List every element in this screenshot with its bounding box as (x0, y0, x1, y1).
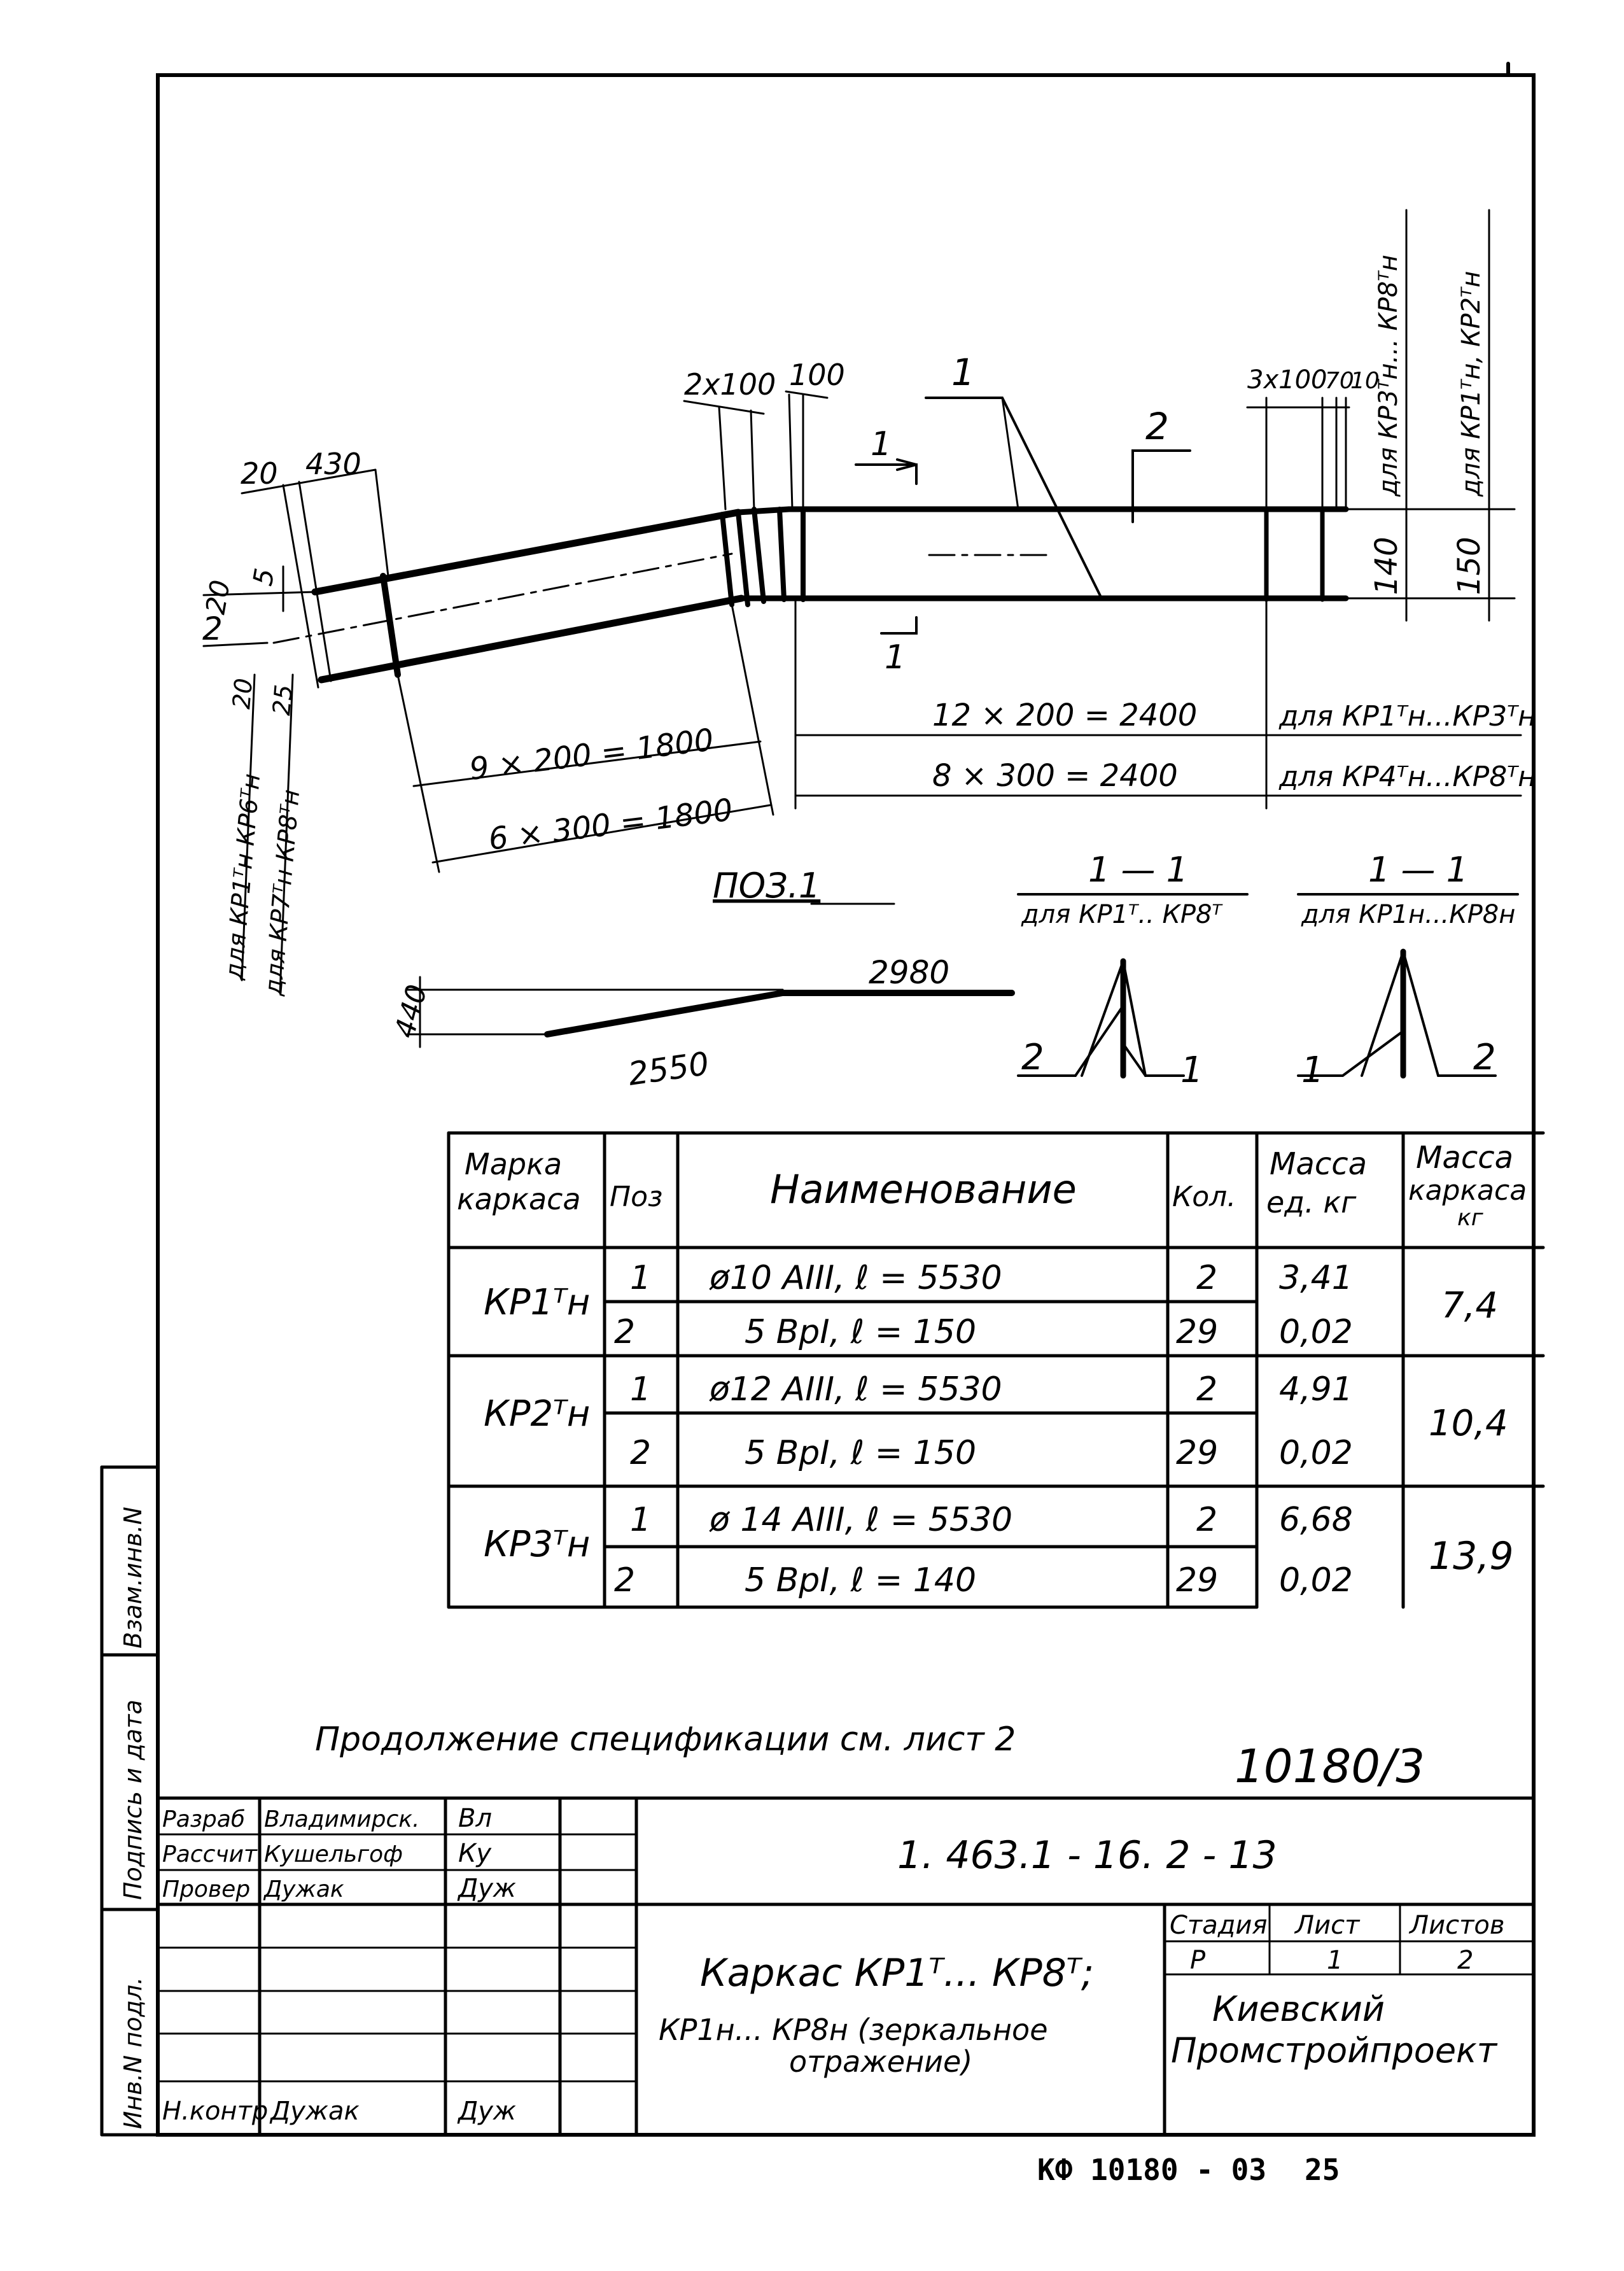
dim-100: 100 (789, 358, 845, 392)
dim-140: 140 (1369, 537, 1404, 595)
g1r1-name: ø10 АIII, ℓ = 5530 (710, 1259, 1002, 1297)
g2r2-qty: 29 (1176, 1434, 1219, 1472)
group2-mark: КР2ᵀн (484, 1393, 591, 1435)
sheet-number: 10180/3 (1235, 1740, 1425, 1793)
hdr-frame-mass-3: кг (1457, 1205, 1483, 1231)
g3-total: 13,9 (1429, 1534, 1514, 1578)
dim-2550: 2550 (626, 1044, 711, 1093)
g1-total: 7,4 (1441, 1285, 1499, 1326)
frame-drawing (204, 210, 1521, 993)
label-for-kp4-kp8: для КР4ᵀн...КР8ᵀн (1279, 761, 1536, 793)
hdr-unit-mass-2: ед. кг (1266, 1185, 1357, 1220)
group3-mark: КР3ᵀн (484, 1524, 591, 1565)
g3r2-mass: 0,02 (1279, 1561, 1353, 1600)
section-b-label-2: 2 (1473, 1037, 1496, 1078)
tb-sign-2: Ку (458, 1839, 492, 1868)
tb-role-1: Разраб (162, 1806, 246, 1832)
label-left-kp7-kp8: для КР7ᵀн КР8ᵀн (259, 788, 305, 997)
g1r1-mass: 3,41 (1279, 1259, 1353, 1297)
g3r1-pos: 1 (630, 1501, 652, 1539)
label-for-kp1-kp3: для КР1ᵀн...КР3ᵀн (1279, 700, 1536, 733)
tb-sheets: 2 (1457, 1946, 1474, 1975)
tb-name-line3: отражение) (789, 2044, 973, 2079)
g3r2-name: 5 ВрI, ℓ = 140 (745, 1561, 977, 1600)
tb-name-2: Кушельгоф (264, 1841, 403, 1867)
dim-430: 430 (305, 447, 361, 481)
tb-name-1: Владимирск. (264, 1806, 420, 1832)
g2r1-pos: 1 (630, 1370, 652, 1409)
dim-3x100: 3x100 (1247, 365, 1327, 395)
label-left-kp1-kp6: для КР1ᵀн КР6ᵀн (220, 772, 266, 981)
hdr-pos: Поз (610, 1181, 663, 1213)
tb-stage: Р (1190, 1946, 1206, 1975)
tb-name-line2: КР1н... КР8н (зеркальное (659, 2013, 1048, 2047)
dim-20-top: 20 (241, 456, 278, 491)
label-2-left: 2 (202, 610, 223, 647)
tb-role-3: Провер (162, 1876, 251, 1902)
tb-org-line2: Промстройпроект (1171, 2030, 1497, 2071)
continuation-note: Продолжение спецификации см. лист 2 (315, 1720, 1016, 1759)
tb-name-3: Дужак (264, 1876, 344, 1902)
dim-kp1-kp2: для КР1ᵀн, КР2ᵀн (1457, 271, 1486, 496)
section-a-title: 1 — 1 (1088, 850, 1189, 890)
dim-6x300: 6 × 300 = 1800 (486, 792, 735, 857)
g1r1-qty: 2 (1196, 1259, 1218, 1297)
g3r1-qty: 2 (1196, 1501, 1218, 1539)
tb-sheet: 1 (1327, 1946, 1343, 1975)
dim-9x200: 9 × 200 = 1800 (467, 722, 716, 787)
dim-440: 440 (388, 981, 434, 1042)
section-mark-top: 1 (871, 425, 892, 463)
dim-10: 10 (1350, 368, 1380, 394)
group1-mark: КР1ᵀн (484, 1282, 591, 1323)
tb-name-7: Дужак (270, 2097, 360, 2126)
pos-1-label: 1 (951, 351, 975, 394)
g2r1-name: ø12 АIII, ℓ = 5530 (710, 1370, 1002, 1409)
tb-sign-3: Дуж (458, 1874, 516, 1903)
g2r1-mass: 4,91 (1279, 1370, 1353, 1409)
footer-page: 25 (1305, 2153, 1340, 2187)
pos-2-label: 2 (1145, 405, 1169, 448)
tb-sheet-label: Лист (1295, 1911, 1360, 1940)
g1r1-pos: 1 (630, 1259, 652, 1297)
dim-left-25: 25 (267, 683, 298, 717)
pos1-title: ПОЗ.1 (713, 866, 821, 906)
dim-2x100: 2x100 (684, 367, 776, 402)
g1r2-name: 5 ВрI, ℓ = 150 (745, 1313, 977, 1351)
hdr-frame-mass-2: каркаса (1408, 1174, 1527, 1207)
dim-2980: 2980 (869, 954, 950, 991)
g2r2-name: 5 ВрI, ℓ = 150 (745, 1434, 977, 1472)
g1r2-pos: 2 (614, 1313, 636, 1351)
dim-left-20: 20 (227, 677, 258, 710)
g3r1-mass: 6,68 (1279, 1501, 1353, 1539)
footer-code: КФ 10180 - 03 (1037, 2153, 1267, 2187)
section-b-title: 1 — 1 (1368, 850, 1469, 890)
side-inv-zam: Взам.инв.N (119, 1507, 147, 1649)
g2-total: 10,4 (1429, 1403, 1508, 1444)
g2r1-qty: 2 (1196, 1370, 1218, 1409)
hdr-mark-1: Марка (465, 1147, 563, 1181)
hdr-frame-mass-1: Масса (1416, 1140, 1514, 1176)
dim-12x200: 12 × 200 = 2400 (932, 698, 1198, 733)
g2r2-mass: 0,02 (1279, 1434, 1353, 1472)
g1r2-qty: 29 (1176, 1313, 1219, 1351)
dim-20-left: 20 (199, 577, 237, 617)
hdr-mark-2: каркаса (457, 1182, 581, 1216)
tb-designation: 1. 463.1 - 16. 2 - 13 (897, 1833, 1277, 1878)
section-mark-bottom: 1 (885, 638, 906, 677)
tb-role-7: Н.контр (162, 2097, 269, 2126)
tb-sign-1: Вл (458, 1804, 493, 1833)
section-a-label-2: 2 (1021, 1037, 1044, 1078)
tb-org-line1: Киевский (1212, 1989, 1385, 2029)
dim-5: 5 (246, 566, 281, 589)
tb-stage-label: Стадия (1170, 1911, 1268, 1940)
tb-name-line1: Каркас КР1ᵀ... КР8ᵀ; (700, 1951, 1095, 1995)
g1r2-mass: 0,02 (1279, 1313, 1353, 1351)
g2r2-pos: 2 (630, 1434, 652, 1472)
section-b-label-1: 1 (1301, 1050, 1324, 1091)
g3r2-pos: 2 (614, 1561, 636, 1600)
g3r1-name: ø 14 АIII, ℓ = 5530 (710, 1501, 1013, 1539)
hdr-qty: Кол. (1172, 1181, 1236, 1213)
dim-8x300: 8 × 300 = 2400 (932, 758, 1178, 794)
tb-sign-7: Дуж (458, 2097, 516, 2126)
hdr-name: Наименование (770, 1166, 1077, 1213)
section-a-sub: для КР1ᵀ.. КР8ᵀ (1021, 900, 1222, 929)
dim-70: 70 (1325, 368, 1354, 394)
tb-role-2: Рассчит (162, 1841, 257, 1867)
side-inv-orig: Инв.N подл. (119, 1977, 147, 2129)
hdr-unit-mass-1: Масса (1270, 1146, 1368, 1182)
section-b-sub: для КР1н...КР8н (1301, 900, 1516, 929)
g3r2-qty: 29 (1176, 1561, 1219, 1600)
side-sign-date: Подпись и дата (119, 1699, 147, 1900)
dim-kp3-kp8: для КР3ᵀн... КР8ᵀн (1374, 255, 1403, 496)
tb-sheets-label: Листов (1410, 1911, 1505, 1940)
section-a-label-1: 1 (1180, 1050, 1203, 1091)
dim-150: 150 (1452, 537, 1487, 595)
